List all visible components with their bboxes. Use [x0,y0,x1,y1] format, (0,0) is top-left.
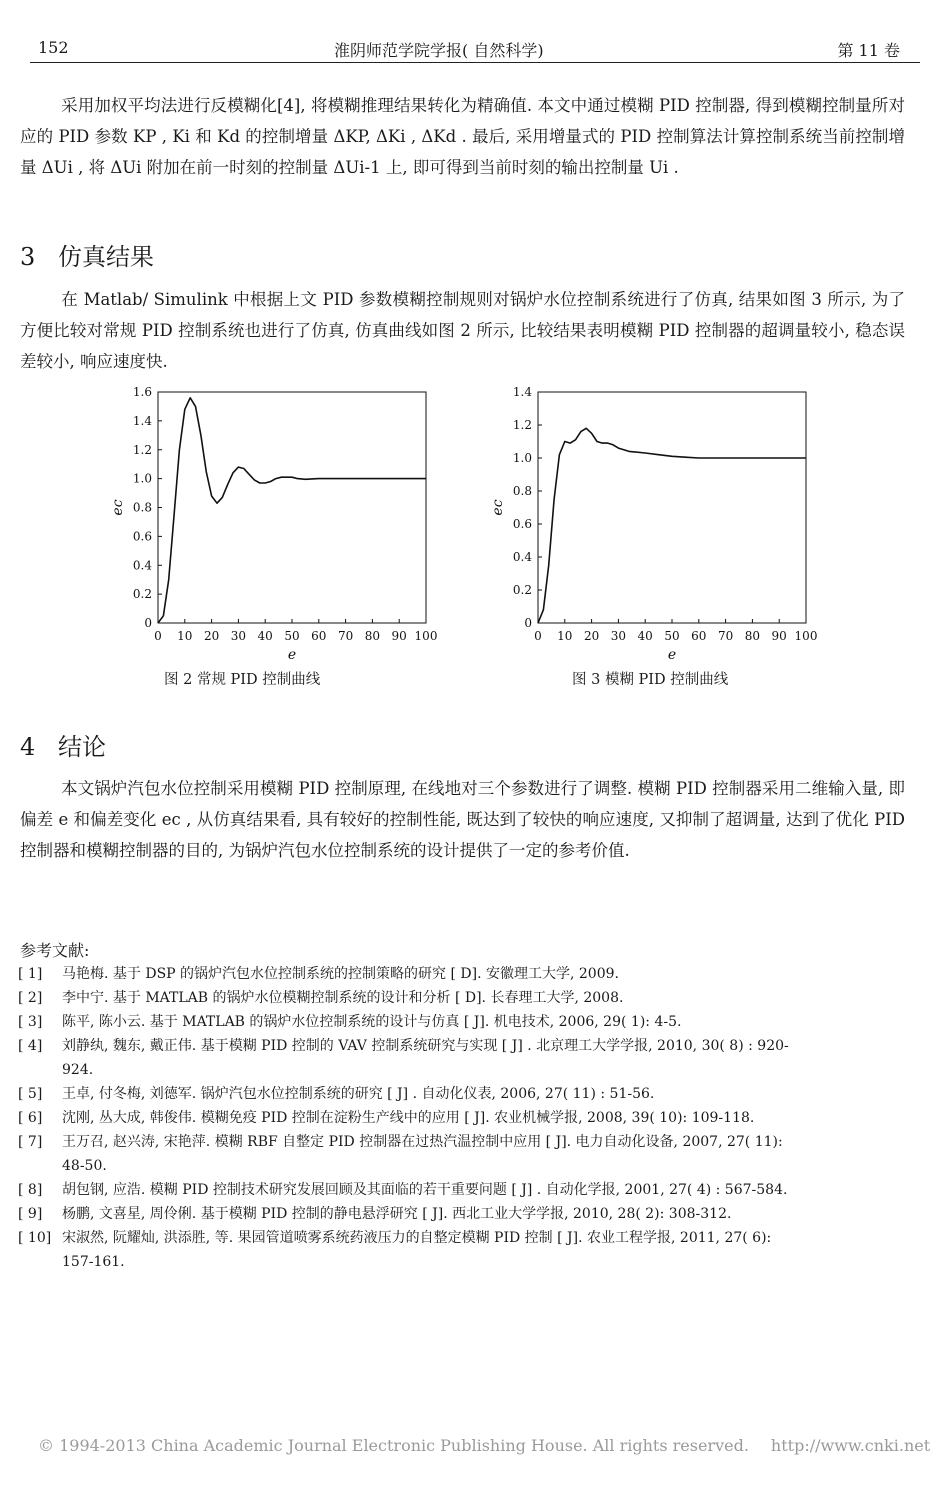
x-tick-label: 30 [230,629,247,643]
volume-label: 第 11 卷 [837,41,900,60]
reference-text: 刘静纨, 魏东, 戴正伟. 基于模糊 PID 控制的 VAV 控制系统研究与实现 [ J] . 北京理工大学学报, 2010, 30( 8) : 920- [62,1038,789,1054]
y-tick-label: 1.0 [512,451,532,465]
x-tick-label: 80 [364,629,381,643]
x-tick-label: 10 [557,629,573,643]
x-tick-label: 90 [771,629,787,643]
reference-item [18,1034,908,1082]
y-tick-label: 0.2 [132,587,152,602]
reference-text: 杨鹏, 文喜星, 周伶俐. 基于模糊 PID 控制的静电悬浮研究 [ J]. 西北工业大学学报, 2010, 28( 2): 308-312. [62,1206,732,1222]
reference-text-continued: 157-161. [62,1254,125,1270]
reference-text: 李中宁. 基于 MATLAB 的锅炉水位模糊控制系统的设计和分析 [ D]. 长春理工大学, 2008. [62,990,624,1006]
x-tick-label: 100 [414,629,438,643]
y-tick-label: 0.6 [512,517,532,531]
page-number: 152 [38,38,69,57]
reference-text: 宋淑然, 阮耀灿, 洪添胜, 等. 果园管道喷雾系统药液压力的自整定模糊 PID 控制 [ J]. 农业工程学报, 2011, 27( 6): [62,1230,772,1246]
response-curve-line [538,428,806,623]
figure-3-caption: 图 3 模糊 PID 控制曲线 [572,672,729,688]
paragraph-conclusion: 本文锅炉汽包水位控制采用模糊 PID 控制原理, 在线地对三个参数进行了调整. 模糊 PID 控制器采用二维输入量, 即偏差 e 和偏差变化 ec , 从仿真结果看, 具有较好的控制性能, 既达到了较快的响应速度, 又抑制了超调量, 达到了优化 PID 控制器和模糊控制器的目的, 为锅炉汽包水位控制系统的设计提供了一定的参考价值. [20,779,905,860]
reference-item [18,1178,908,1202]
y-tick-label: 0.6 [132,529,152,544]
y-tick-label: 0 [524,616,532,630]
x-tick-label: 0 [534,629,542,643]
y-tick-label: 0.8 [132,500,152,515]
x-tick-label: 70 [717,629,734,643]
reference-number: [ 6] [18,1110,43,1126]
reference-number: [ 8] [18,1182,43,1198]
y-tick-label: 1.4 [512,385,532,399]
y-tick-label: 0.4 [132,558,152,573]
y-tick-label: 1.2 [512,418,532,432]
reference-number: [ 10] [18,1230,52,1246]
reference-number: [ 5] [18,1086,43,1102]
y-tick-label: 1.2 [132,442,152,457]
reference-text-continued: 924. [62,1062,94,1078]
x-tick-label: 20 [583,629,600,643]
reference-number: [ 9] [18,1206,43,1222]
x-tick-label: 30 [610,629,627,643]
reference-text: 沈刚, 丛大成, 韩俊伟. 模糊免疫 PID 控制在淀粉生产线中的应用 [ J]. 农业机械学报, 2008, 39( 10): 109-118. [62,1110,755,1126]
x-axis-label: e [667,647,677,662]
footer-url[interactable]: http://www.cnki.net [770,1436,931,1455]
y-tick-label: 0 [144,616,152,630]
x-tick-label: 20 [203,629,220,643]
figure-2-caption: 图 2 常规 PID 控制曲线 [164,672,321,688]
x-tick-label: 60 [311,629,327,643]
paragraph-simulation: 在 Matlab/ Simulink 中根据上文 PID 参数模糊控制规则对锅炉水位控制系统进行了仿真, 结果如图 3 所示, 为了方便比较对常规 PID 控制系统也进行了仿真, 仿真曲线如图 2 所示, 比较结果表明模糊 PID 控制器的超调量较小, 稳态误差较小, 响应速度快. [20,290,905,371]
reference-item [18,1082,908,1106]
x-tick-label: 80 [744,629,761,643]
reference-text-continued: 48-50. [62,1158,107,1174]
x-tick-label: 100 [794,629,818,643]
figure-3-chart [488,380,818,662]
reference-number: [ 4] [18,1038,43,1054]
reference-item [18,1226,908,1274]
y-tick-label: 1.6 [132,385,152,399]
x-tick-label: 50 [284,629,300,643]
reference-text: 陈平, 陈小云. 基于 MATLAB 的锅炉水位控制系统的设计与仿真 [ J]. 机电技术, 2006, 29( 1): 4-5. [62,1014,682,1030]
x-tick-label: 60 [691,629,707,643]
reference-text: 胡包钢, 应浩. 模糊 PID 控制技术研究发展回顾及其面临的若干重要问题 [ J] . 自动化学报, 2001, 27( 4) : 567-584. [62,1182,788,1198]
figure-2-chart [108,380,438,662]
reference-text: 王卓, 付冬梅, 刘德军. 锅炉汽包水位控制系统的研究 [ J] . 自动化仪表, 2006, 27( 11) : 51-56. [62,1086,655,1102]
reference-item [18,962,908,986]
x-tick-label: 40 [637,629,653,643]
copyright-footer: © 1994-2013 China Academic Journal Electronic Publishing House. All rights reserved. http://www.cnki.net [38,1436,931,1455]
reference-number: [ 2] [18,990,43,1006]
running-header [30,36,920,63]
reference-text: 马艳梅. 基于 DSP 的锅炉汽包水位控制系统的控制策略的研究 [ D]. 安徽理工大学, 2009. [62,966,619,982]
y-tick-label: 0.2 [512,583,532,597]
reference-item [18,1130,908,1178]
reference-item [18,1106,908,1130]
x-tick-label: 70 [337,629,354,643]
section-heading-conclusion: 4 结论 [20,733,106,761]
references-heading: 参考文献: [20,941,90,960]
x-tick-label: 0 [154,629,162,643]
plot-frame [538,392,806,623]
x-tick-label: 90 [391,629,407,643]
x-tick-label: 40 [257,629,273,643]
plot-frame [158,392,426,623]
reference-item [18,986,908,1010]
x-tick-label: 10 [177,629,193,643]
journal-title: 淮阴师范学院学报( 自然科学) [334,41,544,60]
paragraph-defuzzification: 采用加权平均法进行反模糊化[4], 将模糊推理结果转化为精确值. 本文中通过模糊 PID 控制器, 得到模糊控制量所对应的 PID 参数 KP , Ki 和 Kd 的控制增量 ΔKP, ΔKi , ΔKd . 最后, 采用增量式的 PID 控制算法计算控制系统当前控制增量 ΔUi , 将 ΔUi 附加在前一时刻的控制量 ΔUi-1 上, 即可得到当前时刻的输出控制量 Ui . [20,96,905,177]
reference-number: [ 1] [18,966,43,982]
y-axis-label: ec [110,499,126,516]
x-axis-label: e [287,647,297,662]
y-tick-label: 1.0 [132,471,152,486]
y-axis-label: ec [490,499,506,516]
reference-text: 王万召, 赵兴涛, 宋艳萍. 模糊 RBF 自整定 PID 控制器在过热汽温控制中应用 [ J]. 电力自动化设备, 2007, 27( 11): [62,1134,783,1150]
y-tick-label: 1.4 [132,413,152,428]
section-heading-simulation: 3 仿真结果 [20,243,154,271]
reference-number: [ 7] [18,1134,43,1150]
references-list [18,962,908,1274]
reference-number: [ 3] [18,1014,43,1030]
x-tick-label: 50 [664,629,680,643]
y-tick-label: 0.8 [512,484,532,498]
reference-item [18,1010,908,1034]
y-tick-label: 0.4 [512,550,532,564]
response-curve-line [158,398,426,623]
reference-item [18,1202,908,1226]
